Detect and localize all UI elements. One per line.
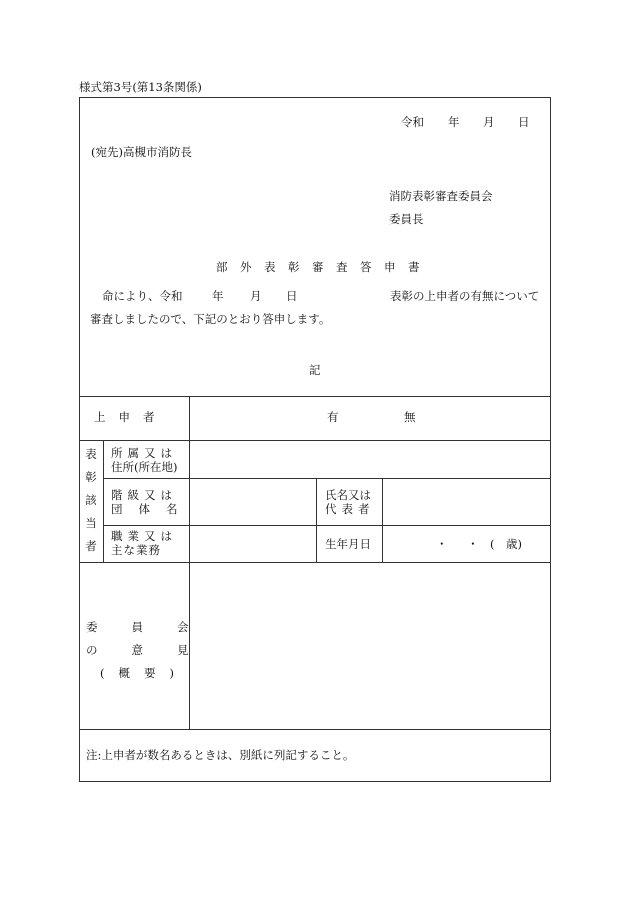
document-title: 部外表彰審査答申書 bbox=[216, 260, 432, 274]
age-unit: 歳) bbox=[506, 537, 522, 551]
body-line1-start: 命により、令和 bbox=[102, 289, 183, 303]
occupation-label: 職業又は 主な業務 bbox=[111, 529, 177, 557]
col-divider-mid bbox=[316, 478, 317, 562]
body-month: 月 bbox=[250, 289, 262, 303]
body-year: 年 bbox=[212, 289, 224, 303]
opinion-label: 委員会 の意見 (概要) bbox=[86, 620, 223, 680]
no-label: 無 bbox=[404, 410, 416, 424]
row-divider-header bbox=[79, 440, 551, 441]
row-divider-1 bbox=[103, 478, 551, 479]
sender-chair: 委員長 bbox=[389, 212, 424, 226]
footnote: 注:上申者が数名あるときは、別紙に列記すること。 bbox=[86, 748, 355, 762]
ki-heading: 記 bbox=[309, 363, 321, 377]
body-line2: 審査しましたので、下記のとおり答申します。 bbox=[90, 312, 331, 326]
row-divider-note bbox=[79, 729, 551, 730]
addressee: (宛先)高槻市消防長 bbox=[91, 145, 192, 159]
row-divider-3 bbox=[79, 562, 551, 563]
subject-char: 者 bbox=[85, 539, 97, 553]
birth-label: 生年月日 bbox=[325, 537, 371, 551]
yes-label: 有 bbox=[327, 410, 339, 424]
date-day-unit: 日 bbox=[518, 115, 530, 129]
birth-separators: ・ ・ bbox=[436, 537, 487, 551]
sender-committee: 消防表彰審査委員会 bbox=[389, 189, 493, 203]
affiliation-label: 所属又は 住所(所在地) bbox=[111, 446, 178, 474]
col-divider-right bbox=[382, 478, 383, 562]
body-day: 日 bbox=[286, 289, 298, 303]
row-divider-top bbox=[79, 396, 551, 397]
form-number: 様式第3号(第13条関係) bbox=[79, 80, 202, 94]
subject-char: 該 bbox=[85, 493, 97, 507]
body-line1-end: 表彰の上申者の有無について bbox=[390, 289, 540, 303]
age-open: ( bbox=[490, 537, 495, 551]
subject-label bbox=[84, 443, 98, 558]
date-month-unit: 月 bbox=[483, 115, 495, 129]
subject-char: 彰 bbox=[85, 470, 97, 484]
applicant-label: 上申者 bbox=[94, 410, 168, 424]
row-divider-2 bbox=[103, 525, 551, 526]
subject-char: 当 bbox=[85, 516, 97, 530]
subject-char: 表 bbox=[85, 447, 97, 461]
rank-label: 階級又は 団体名 bbox=[111, 488, 194, 516]
name-label: 氏名又は 代表者 bbox=[325, 488, 375, 516]
col-divider-subject bbox=[103, 440, 104, 562]
date-year-unit: 年 bbox=[448, 115, 460, 129]
date-era: 令和 bbox=[401, 115, 424, 129]
